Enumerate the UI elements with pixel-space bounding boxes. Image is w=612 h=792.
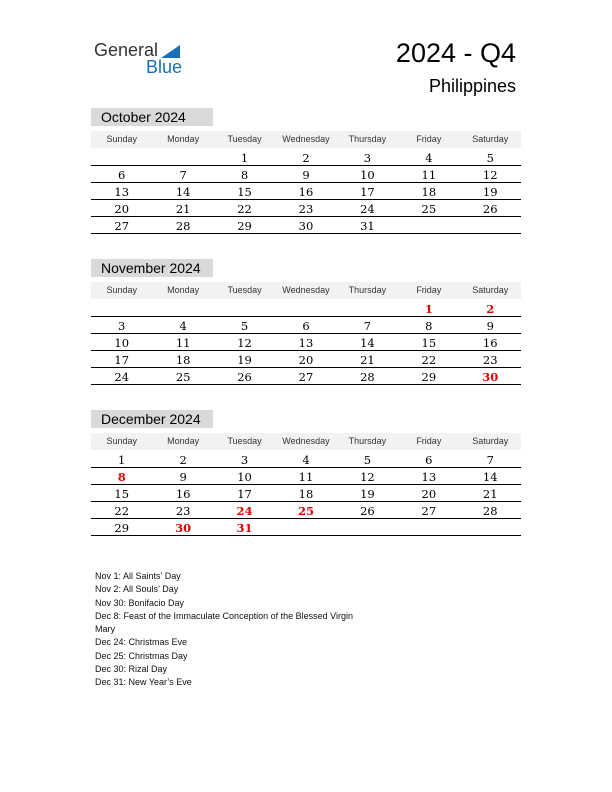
- day-cell: 1: [424, 302, 433, 316]
- day-cell: 22: [237, 202, 252, 216]
- day-cell: [214, 301, 275, 316]
- month-label: December 2024: [91, 410, 213, 428]
- day-cell: 11: [298, 470, 314, 484]
- day-cell: 5: [486, 151, 494, 165]
- holiday-note: Dec 31: New Year’s Eve: [95, 677, 192, 688]
- day-cell: 3: [118, 319, 126, 333]
- day-cell: 19: [360, 487, 375, 501]
- week-row: [91, 520, 521, 536]
- day-cell: 6: [425, 453, 433, 467]
- day-cell: [398, 218, 459, 233]
- day-cell: 30: [298, 219, 314, 233]
- weekday-label: Friday: [416, 436, 442, 446]
- day-cell: 29: [237, 219, 252, 233]
- logo-word-general: General: [94, 40, 159, 60]
- weekday-label: Monday: [167, 436, 200, 446]
- week-row: [91, 201, 521, 217]
- day-cell: 25: [297, 504, 314, 518]
- day-cell: 1: [118, 453, 126, 467]
- week-row: [91, 335, 521, 351]
- day-cell: 14: [360, 336, 375, 350]
- weekday-label: Sunday: [106, 134, 137, 144]
- day-cell: [91, 150, 152, 165]
- weekday-label: Monday: [167, 285, 200, 295]
- weekday-header: [91, 433, 521, 450]
- holiday-notes: [95, 570, 535, 690]
- day-cell: 1: [240, 151, 249, 165]
- day-cell: 13: [298, 336, 314, 350]
- day-cell: 12: [482, 168, 498, 182]
- day-cell: [152, 301, 213, 316]
- day-cell: 23: [482, 353, 498, 367]
- day-cell: 10: [237, 470, 252, 484]
- week-row: [91, 184, 521, 200]
- day-cell: [460, 218, 521, 233]
- holiday-note: Dec 25: Christmas Day: [95, 650, 188, 661]
- holiday-note: Nov 30: Bonifacio Day: [95, 597, 185, 608]
- week-row: [91, 352, 521, 368]
- day-cell: 22: [421, 353, 437, 367]
- weekday-label: Saturday: [472, 436, 509, 446]
- day-cell: 10: [114, 336, 130, 350]
- day-cell: 21: [360, 353, 375, 367]
- day-cell: 23: [298, 202, 314, 216]
- day-cell: 19: [482, 185, 498, 199]
- day-cell: 31: [236, 521, 253, 535]
- day-cell: 16: [298, 185, 314, 199]
- holiday-note: Mary: [95, 624, 115, 635]
- day-cell: 31: [360, 219, 375, 233]
- month-calendar: [91, 410, 521, 540]
- day-cell: 10: [360, 168, 375, 182]
- day-cell: [337, 520, 398, 535]
- day-cell: 4: [425, 151, 433, 165]
- day-cell: 5: [363, 453, 372, 467]
- day-cell: 28: [360, 370, 375, 384]
- weekday-label: Sunday: [106, 436, 137, 446]
- weekday-header: [91, 282, 521, 299]
- weekday-label: Friday: [416, 134, 442, 144]
- day-cell: [398, 520, 459, 535]
- weekday-label: Wednesday: [282, 134, 330, 144]
- week-row: [91, 469, 521, 485]
- day-cell: 15: [114, 487, 130, 501]
- day-cell: 13: [114, 185, 130, 199]
- day-cell: 30: [482, 370, 499, 384]
- day-cell: [275, 301, 336, 316]
- week-row: [91, 150, 521, 166]
- page-title: 2024 - Q4: [395, 38, 516, 68]
- week-row: [91, 452, 521, 468]
- day-cell: 7: [486, 453, 494, 467]
- day-cell: 4: [179, 319, 187, 333]
- day-cell: 24: [114, 370, 130, 384]
- day-cell: 18: [421, 185, 437, 199]
- day-cell: 27: [298, 370, 314, 384]
- day-cell: 6: [302, 319, 310, 333]
- weekday-label: Wednesday: [282, 436, 330, 446]
- holiday-note: Dec 24: Christmas Eve: [95, 637, 188, 648]
- month-label: November 2024: [91, 259, 213, 277]
- weekday-label: Tuesday: [227, 436, 262, 446]
- day-cell: 12: [237, 336, 252, 350]
- day-cell: 4: [302, 453, 310, 467]
- day-cell: 26: [360, 504, 375, 518]
- day-cell: 25: [421, 202, 437, 216]
- weekday-label: Friday: [416, 285, 442, 295]
- day-cell: 25: [175, 370, 191, 384]
- day-cell: 8: [425, 319, 433, 333]
- day-cell: [275, 520, 336, 535]
- day-cell: 5: [240, 319, 249, 333]
- logo-word-blue: Blue: [146, 57, 183, 77]
- generalblue-logo: [94, 40, 194, 80]
- month-calendar: [91, 108, 521, 238]
- day-cell: 2: [179, 453, 187, 467]
- day-cell: 3: [240, 453, 249, 467]
- weekday-header: [91, 131, 521, 148]
- day-cell: 17: [237, 487, 252, 501]
- day-cell: 8: [240, 168, 249, 182]
- day-cell: 9: [486, 319, 494, 333]
- weekday-label: Tuesday: [227, 134, 262, 144]
- day-cell: 26: [482, 202, 498, 216]
- week-row: [91, 318, 521, 334]
- day-cell: 21: [175, 202, 191, 216]
- week-row: [91, 503, 521, 519]
- day-cell: 20: [421, 487, 437, 501]
- day-cell: 18: [175, 353, 191, 367]
- holiday-note: Dec 30: Rizal Day: [95, 664, 168, 675]
- day-cell: 21: [482, 487, 498, 501]
- day-cell: 16: [482, 336, 498, 350]
- day-cell: [152, 150, 213, 165]
- day-cell: 14: [175, 185, 191, 199]
- weekday-label: Sunday: [106, 285, 137, 295]
- day-cell: 20: [298, 353, 314, 367]
- day-cell: 8: [117, 470, 126, 484]
- day-cell: 6: [118, 168, 126, 182]
- day-cell: 14: [482, 470, 498, 484]
- day-cell: 28: [482, 504, 498, 518]
- day-cell: 27: [421, 504, 437, 518]
- day-cell: 3: [363, 151, 372, 165]
- day-cell: 24: [236, 504, 253, 518]
- day-cell: 7: [363, 319, 372, 333]
- day-cell: 13: [421, 470, 437, 484]
- day-cell: 9: [302, 168, 310, 182]
- day-cell: 23: [175, 504, 191, 518]
- day-cell: [460, 520, 521, 535]
- day-cell: 15: [421, 336, 437, 350]
- week-row: [91, 301, 521, 317]
- country-label: Philippines: [428, 76, 516, 96]
- day-cell: 17: [114, 353, 130, 367]
- weekday-label: Tuesday: [227, 285, 262, 295]
- day-cell: 28: [175, 219, 191, 233]
- day-cell: 2: [486, 302, 495, 316]
- week-row: [91, 486, 521, 502]
- weekday-label: Thursday: [348, 285, 387, 295]
- weekday-label: Thursday: [348, 436, 387, 446]
- weekday-label: Saturday: [472, 134, 509, 144]
- day-cell: 2: [302, 151, 310, 165]
- day-cell: 24: [360, 202, 375, 216]
- weekday-label: Saturday: [472, 285, 509, 295]
- day-cell: 27: [114, 219, 130, 233]
- day-cell: 19: [237, 353, 252, 367]
- day-cell: 11: [421, 168, 437, 182]
- day-cell: 9: [179, 470, 187, 484]
- day-cell: 30: [175, 521, 192, 535]
- day-cell: 26: [237, 370, 252, 384]
- day-cell: 15: [237, 185, 252, 199]
- day-cell: 20: [114, 202, 130, 216]
- day-cell: 16: [175, 487, 191, 501]
- day-cell: 22: [114, 504, 130, 518]
- day-cell: [337, 301, 398, 316]
- weekday-label: Wednesday: [282, 285, 330, 295]
- day-cell: [91, 301, 152, 316]
- day-cell: 7: [179, 168, 187, 182]
- week-row: [91, 167, 521, 183]
- day-cell: 17: [360, 185, 375, 199]
- month-calendar: [91, 259, 521, 389]
- day-cell: 12: [360, 470, 375, 484]
- day-cell: 18: [298, 487, 314, 501]
- day-cell: 29: [114, 521, 130, 535]
- holiday-note: Nov 2: All Souls’ Day: [95, 584, 179, 595]
- week-row: [91, 369, 521, 385]
- weekday-label: Monday: [167, 134, 200, 144]
- weekday-label: Thursday: [348, 134, 387, 144]
- month-label: October 2024: [91, 108, 213, 126]
- day-cell: 11: [175, 336, 191, 350]
- week-row: [91, 218, 521, 234]
- day-cell: 29: [421, 370, 437, 384]
- holiday-note: Nov 1: All Saints’ Day: [95, 571, 181, 581]
- holiday-note: Dec 8: Feast of the Immaculate Conception of the Blessed Virgin: [95, 610, 353, 621]
